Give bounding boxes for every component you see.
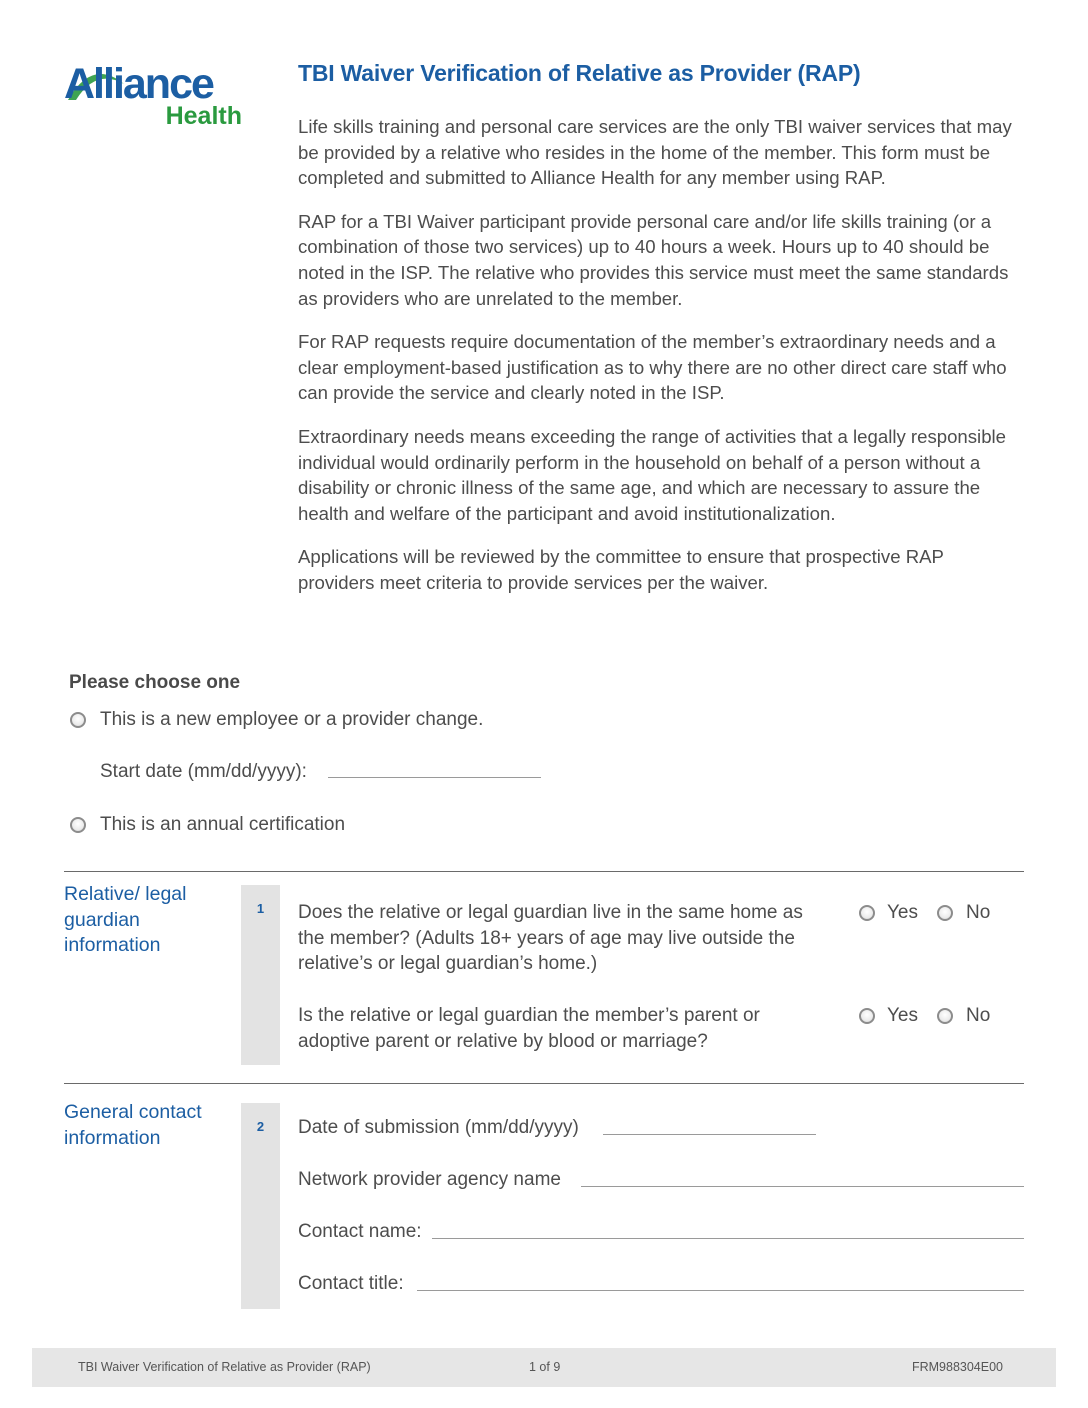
agency-name-label: Network provider agency name xyxy=(298,1169,561,1190)
section-divider xyxy=(64,1083,1024,1084)
choose-heading: Please choose one xyxy=(69,672,241,693)
page-footer xyxy=(32,1348,1056,1387)
contact-name-field[interactable] xyxy=(432,1238,1024,1239)
logo-wordmark: Alliance xyxy=(64,60,213,108)
alliance-health-logo xyxy=(64,62,244,132)
contact-title-field[interactable] xyxy=(417,1290,1024,1291)
start-date-label: Start date (mm/dd/yyyy): xyxy=(100,761,307,782)
relationship-yes-label: Yes xyxy=(887,1005,918,1026)
same-home-yes-radio[interactable] xyxy=(859,905,875,921)
submission-date-field[interactable] xyxy=(603,1134,816,1135)
agency-name-field[interactable] xyxy=(581,1186,1024,1187)
relationship-no-radio[interactable] xyxy=(937,1008,953,1024)
logo-subword: Health xyxy=(165,102,242,130)
same-home-yes-label: Yes xyxy=(887,902,918,923)
new-employee-label: This is a new employee or a provider change. xyxy=(100,709,484,730)
annual-certification-label: This is an annual certification xyxy=(100,814,346,835)
intro-paragraph: Extraordinary needs means exceeding the range of activities that a legally responsible individual would ordinarily perform in the household on behalf of a person without a disability or chronic illness of the same age, and which are necessary to assure the health and welfare of the participant and avoid institutionalization. xyxy=(298,425,1007,524)
footer-form-title: TBI Waiver Verification of Relative as Provider (RAP) xyxy=(78,1360,371,1374)
section-2-label: General contact information xyxy=(64,1101,202,1149)
question-relationship: Is the relative or legal guardian the member’s parent or adoptive parent or relative by blood or marriage? xyxy=(298,1005,760,1052)
annual-certification-radio[interactable] xyxy=(70,817,86,833)
same-home-no-label: No xyxy=(966,902,991,923)
page-title: TBI Waiver Verification of Relative as Provider (RAP) xyxy=(298,60,861,86)
intro-text xyxy=(298,114,1023,614)
contact-name-label: Contact name: xyxy=(298,1221,422,1242)
section-1-number: 1 xyxy=(256,901,265,916)
intro-paragraph: Life skills training and personal care services are the only TBI waiver services that may be provided by a relative who resides in the home of the member. This form must be completed and submitted to Alliance Health for any member using RAP. xyxy=(298,116,1012,189)
section-divider xyxy=(64,871,1024,872)
start-date-field[interactable] xyxy=(328,777,541,778)
question-same-home: Does the relative or legal guardian live in the same home as the member? (Adults 18+ years of age may live outside the relative’s or legal guardian’s home.) xyxy=(298,902,803,974)
section-2-number: 2 xyxy=(256,1119,265,1134)
contact-title-label: Contact title: xyxy=(298,1273,404,1294)
new-employee-radio[interactable] xyxy=(70,712,86,728)
same-home-no-radio[interactable] xyxy=(937,905,953,921)
intro-paragraph: Applications will be reviewed by the committee to ensure that prospective RAP providers meet criteria to provide services per the waiver. xyxy=(298,546,944,593)
section-2-number-bar xyxy=(241,1103,280,1309)
intro-paragraph: RAP for a TBI Waiver participant provide personal care and/or life skills training (or a combination of those two services) up to 40 hours a week. Hours up to 40 should be noted in the ISP. The relative who provides this service must meet the same standards as providers who are unrelated to the member. xyxy=(298,210,1009,309)
intro-paragraph: For RAP requests require documentation of the member’s extraordinary needs and a clear employment-based justification as to why there are no other direct care staff who can provide the service and clearly noted in the ISP. xyxy=(298,331,1007,404)
footer-form-code: FRM988304E00 xyxy=(911,1360,1003,1374)
relationship-yes-radio[interactable] xyxy=(859,1008,875,1024)
footer-page-number: 1 of 9 xyxy=(529,1360,561,1374)
section-1-label: Relative/ legal guardian information xyxy=(64,883,187,956)
relationship-no-label: No xyxy=(966,1005,991,1026)
submission-date-label: Date of submission (mm/dd/yyyy) xyxy=(298,1117,579,1138)
section-1-number-bar xyxy=(241,885,280,1065)
